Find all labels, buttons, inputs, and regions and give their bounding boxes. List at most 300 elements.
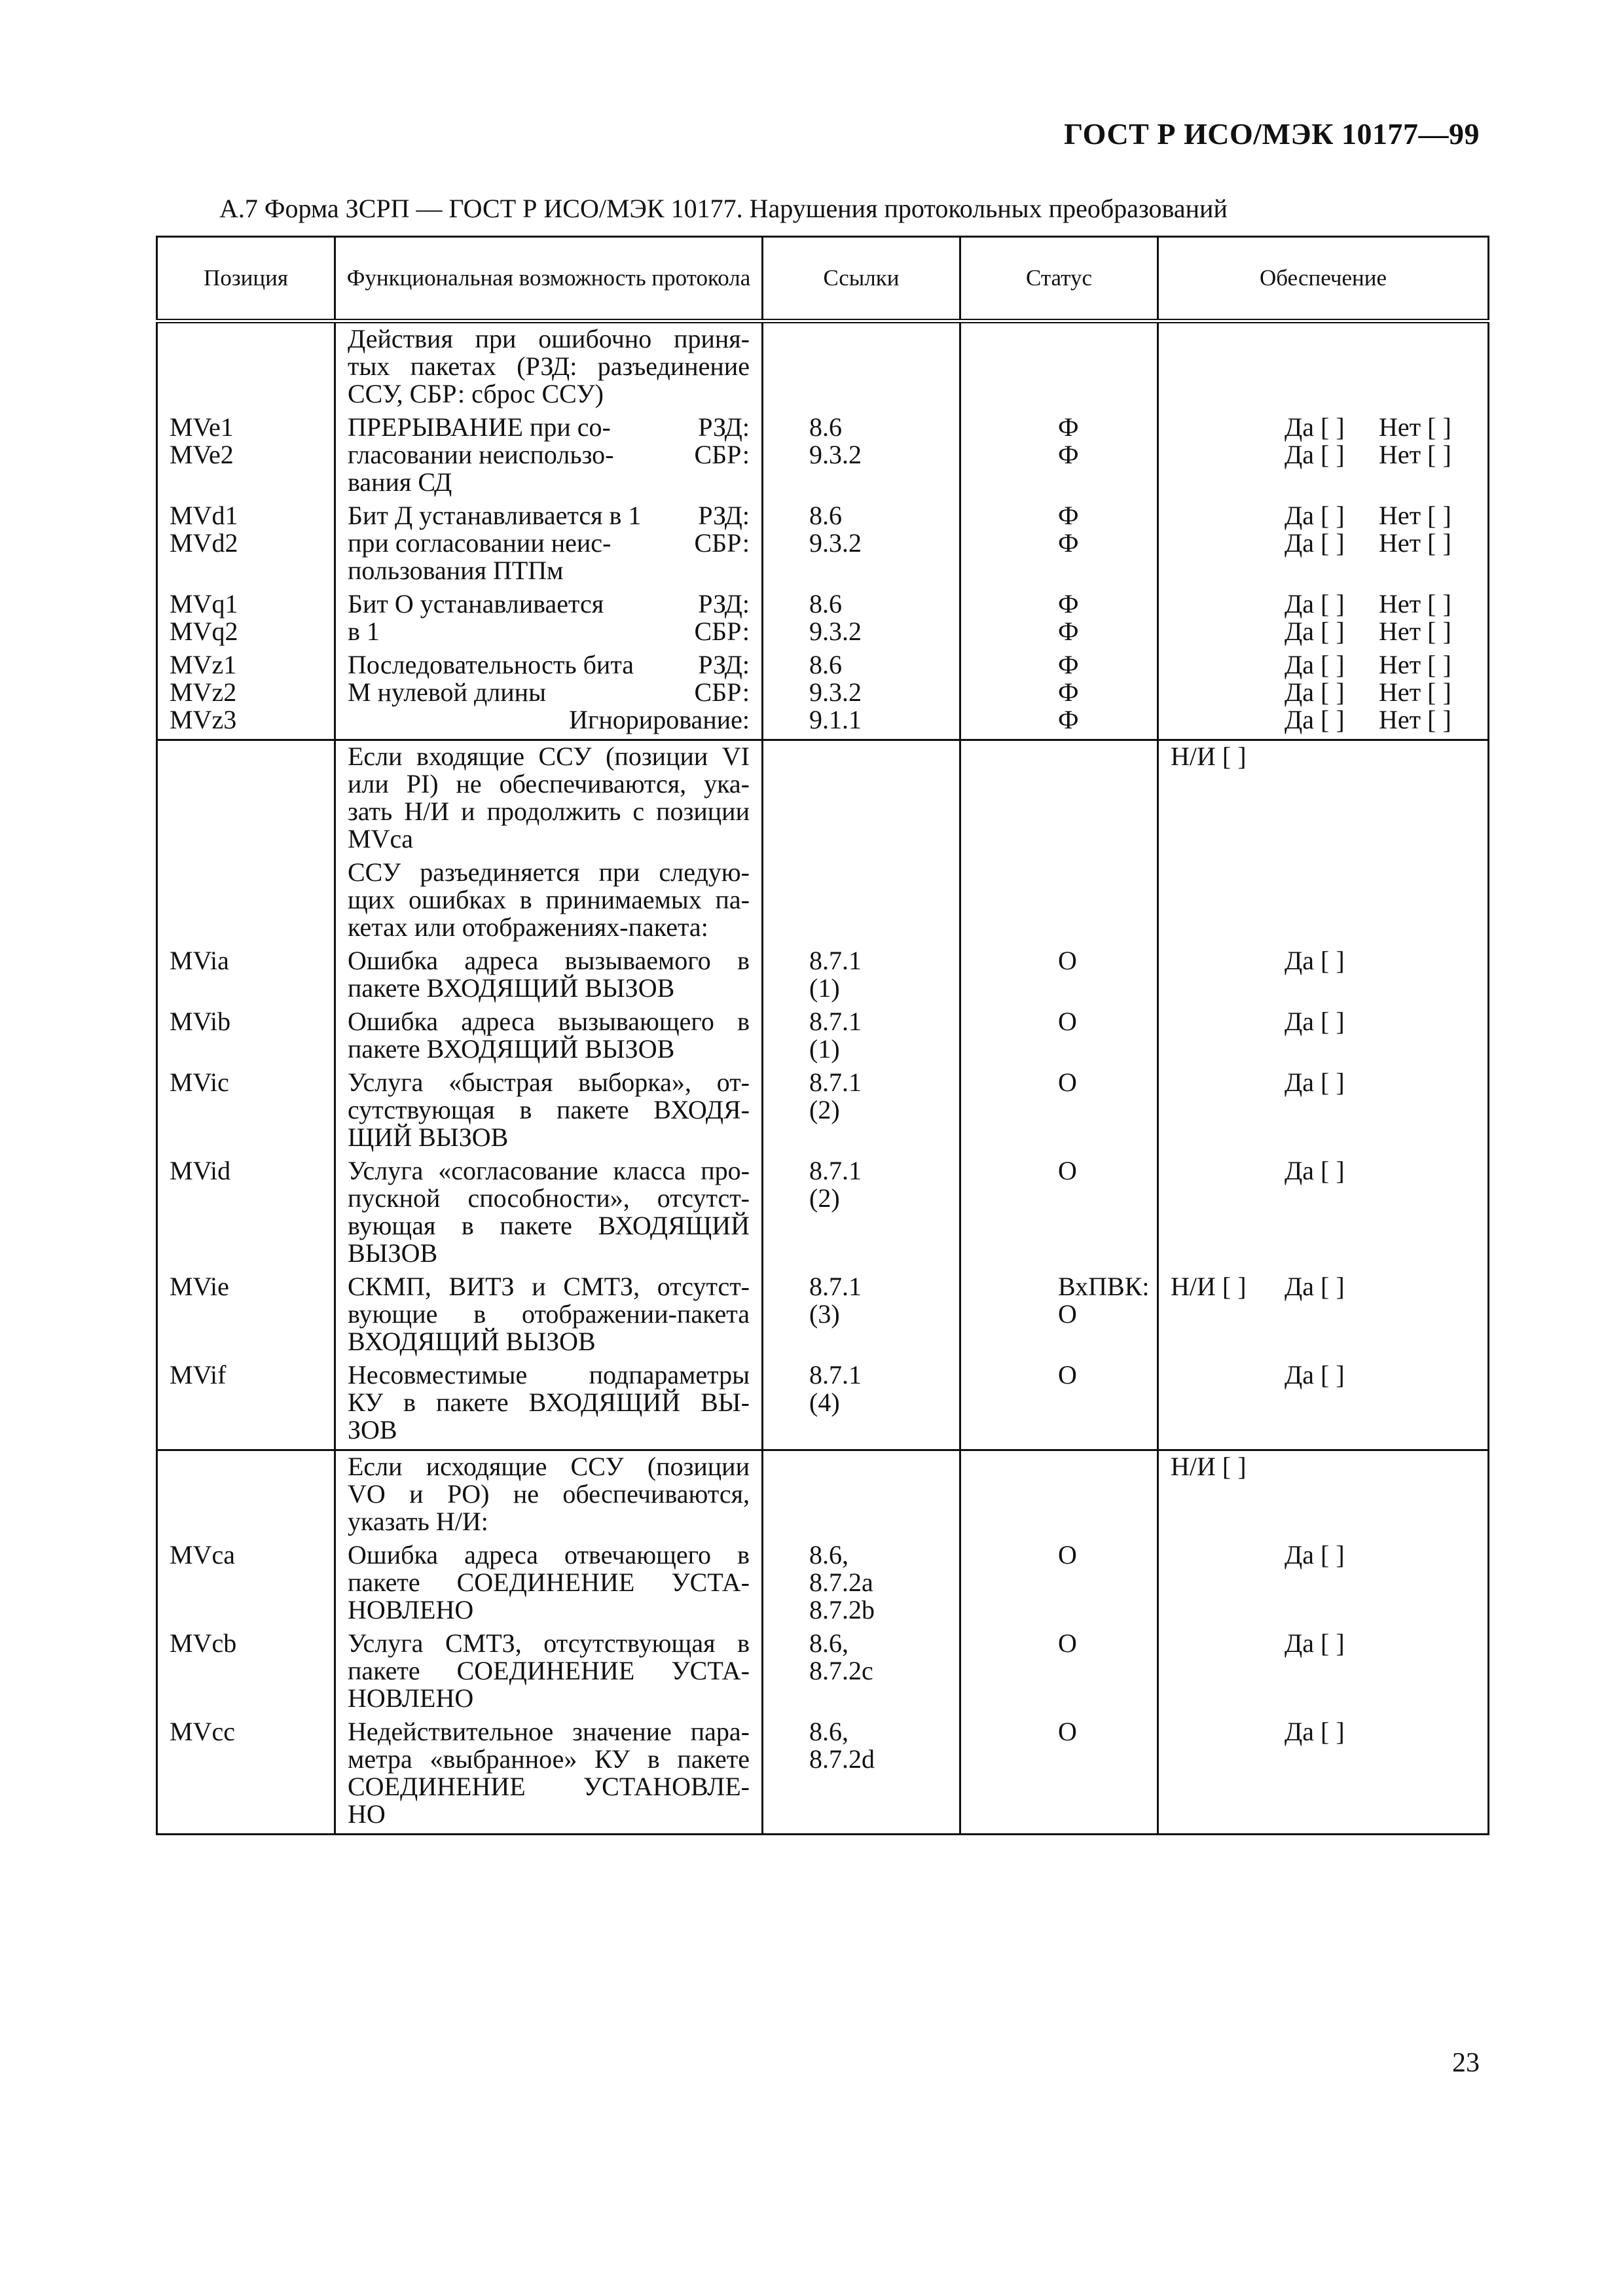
reference: 9.3.2 (809, 528, 862, 558)
reference: 8.6, (809, 1628, 848, 1658)
support-line (1171, 706, 1476, 734)
action-tag: СБР: (694, 528, 750, 558)
pics-proforma-table (156, 236, 1489, 1835)
item-id: MVia (170, 946, 229, 975)
capability-text: Бит О устанавливается (348, 589, 604, 619)
capability-text-line: Ошибка адреса отвечающего в (348, 1540, 750, 1570)
reference: 8.6, (809, 1717, 848, 1746)
reference: 8.6, (809, 1540, 848, 1570)
table-row (157, 588, 1489, 649)
reference: 8.6 (809, 589, 842, 619)
status-value: О (1058, 1360, 1077, 1390)
support-cell (1158, 500, 1489, 588)
item-id: MVcc (170, 1717, 235, 1746)
status-value: О (1058, 1299, 1077, 1329)
reference: 9.3.2 (809, 677, 862, 707)
action-tag: РЗД: (698, 589, 750, 619)
col-header-status: Статус (960, 237, 1158, 321)
references-cell (763, 1006, 960, 1067)
support-cell (1158, 588, 1489, 649)
item-id: MVif (170, 1360, 227, 1390)
item-cell (157, 945, 335, 1006)
status-cell (960, 500, 1158, 588)
item-cell (157, 740, 335, 857)
reference: 9.3.2 (809, 617, 862, 646)
capability-line (348, 469, 750, 496)
empty-cell (960, 740, 1158, 857)
capability-line (348, 557, 750, 584)
item-cell (157, 1006, 335, 1067)
support-line (1171, 1361, 1476, 1389)
item-cell (157, 588, 335, 649)
table-row (157, 649, 1489, 740)
capability-text-line: Действия при ошибочно приня- (348, 324, 750, 353)
capability-text-line: Услуга «быстрая выборка», от- (348, 1067, 750, 1097)
item-id: MVd1 (170, 501, 238, 530)
capability-text-line: щих ошибках в принимаемых па- (348, 885, 750, 914)
support-line (1171, 529, 1476, 557)
status-cell (960, 412, 1158, 500)
reference: 8.7.2d (809, 1744, 875, 1774)
support-cell (1158, 1155, 1489, 1271)
support-line (1171, 1273, 1476, 1300)
status-value: Ф (1058, 501, 1079, 530)
support-line (1171, 1541, 1476, 1569)
status-value: Ф (1058, 528, 1079, 558)
support-yes: Да [ ] (1285, 705, 1345, 734)
support-na: Н/И [ ] (1171, 1272, 1247, 1301)
capability-text-line: пакете ВХОДЯЩИЙ ВЫЗОВ (348, 1034, 675, 1064)
document-header: ГОСТ Р ИСО/МЭК 10177—99 (1064, 117, 1480, 151)
reference: (2) (809, 1095, 840, 1124)
table-title: А.7 Форма ЗСРП — ГОСТ Р ИСО/МЭК 10177. Нарушения протокольных преобразований (219, 194, 1228, 223)
references-cell (763, 412, 960, 500)
table-row (157, 857, 1489, 945)
support-line (1171, 1069, 1476, 1096)
support-no: Нет [ ] (1379, 589, 1451, 619)
item-id: MVe2 (170, 440, 234, 469)
capability-line (348, 590, 750, 618)
capability-text: вания СД (348, 467, 452, 497)
item-cell (157, 1359, 335, 1450)
support-yes: Да [ ] (1285, 528, 1345, 558)
capability-cell (335, 1359, 763, 1450)
capability-text: при согласовании неис- (348, 528, 611, 558)
capability-text-line: MVca (348, 824, 413, 853)
table-row (157, 1539, 1489, 1628)
status-value: Ф (1058, 589, 1079, 619)
item-id: MVq1 (170, 589, 238, 619)
support-yes: Да [ ] (1285, 1067, 1345, 1097)
support-cell (1158, 649, 1489, 740)
capability-cell (335, 1539, 763, 1628)
empty-cell (763, 740, 960, 857)
spacer (1171, 947, 1285, 975)
status-value: О (1058, 1628, 1077, 1658)
support-line (1171, 947, 1476, 975)
reference: 8.7.1 (809, 1360, 862, 1390)
table-header-row (157, 237, 1489, 321)
capability-text-line: Ошибка адреса вызываемого в (348, 946, 750, 975)
support-line (1171, 414, 1476, 441)
empty-cell (763, 321, 960, 412)
support-cell (1158, 1450, 1489, 1540)
reference: (1) (809, 973, 840, 1003)
status-cell (960, 1271, 1158, 1359)
status-value: ВхПВК: (1058, 1272, 1150, 1301)
status-value: Ф (1058, 650, 1079, 679)
capability-text-line: указать Н/И: (348, 1507, 488, 1536)
reference: (2) (809, 1183, 840, 1213)
capability-text-line: КУ в пакете ВХОДЯЩИЙ ВЫ- (348, 1388, 750, 1417)
status-value: Ф (1058, 617, 1079, 646)
status-cell (960, 1067, 1158, 1155)
item-cell (157, 1155, 335, 1271)
col-header-capability: Функциональная возможность протокола (335, 237, 763, 321)
spacer (1171, 590, 1285, 618)
support-no: Нет [ ] (1379, 528, 1451, 558)
support-cell (1158, 740, 1489, 857)
capability-text-line: Ошибка адреса вызывающего в (348, 1007, 750, 1036)
support-yes: Да [ ] (1285, 650, 1345, 679)
reference: 9.1.1 (809, 705, 862, 734)
capability-text-line: зать Н/И и продолжить с позиции (348, 797, 750, 826)
support-line (1171, 590, 1476, 618)
support-no: Нет [ ] (1379, 650, 1451, 679)
capability-text-line: сутствующая в пакете ВХОДЯ- (348, 1095, 750, 1124)
capability-text-line: Несовместимые подпараметры (348, 1360, 750, 1390)
spacer (1171, 1361, 1285, 1389)
support-cell (1158, 1271, 1489, 1359)
support-yes: Да [ ] (1285, 1360, 1345, 1390)
action-tag: СБР: (694, 617, 750, 646)
capability-text-line: пускной способности», отсутст- (348, 1183, 750, 1213)
reference: 8.7.2a (809, 1568, 873, 1597)
capability-text: Последовательность бита (348, 650, 634, 679)
support-line (1171, 441, 1476, 469)
spacer (1171, 414, 1285, 441)
reference: 8.6 (809, 412, 842, 442)
capability-text-line: метра «выбранное» КУ в пакете (348, 1744, 750, 1774)
table-row (157, 740, 1489, 857)
action-tag: Игнорирование: (569, 705, 750, 734)
support-line (1171, 651, 1476, 679)
table-row (157, 1271, 1489, 1359)
action-tag: РЗД: (698, 650, 750, 679)
status-value: Ф (1058, 705, 1079, 734)
table-row (157, 500, 1489, 588)
support-cell (1158, 412, 1489, 500)
status-cell (960, 588, 1158, 649)
support-line (1171, 1630, 1476, 1657)
capability-text-line: ССУ, СБР: сброс ССУ) (348, 379, 604, 408)
status-value: Ф (1058, 412, 1079, 442)
support-cell (1158, 1539, 1489, 1628)
capability-cell (335, 588, 763, 649)
capability-text-line: НОВЛЕНО (348, 1683, 474, 1713)
spacer (1171, 441, 1285, 469)
references-cell (763, 500, 960, 588)
capability-text-line: ВХОДЯЩИЙ ВЫЗОВ (348, 1327, 596, 1356)
capability-text-line: Услуга «согласование класса про- (348, 1156, 750, 1185)
empty-cell (763, 857, 960, 945)
support-no: Нет [ ] (1379, 440, 1451, 469)
capability-cell (335, 1716, 763, 1835)
spacer (1171, 651, 1285, 679)
references-cell (763, 1271, 960, 1359)
table-row (157, 945, 1489, 1006)
empty-cell (763, 1450, 960, 1540)
capability-text-line: Недействительное значение пара- (348, 1717, 750, 1746)
capability-text-line: вующая в пакете ВХОДЯЩИЙ (348, 1211, 750, 1240)
capability-line (348, 651, 750, 679)
status-value: О (1058, 1156, 1077, 1185)
table-row (157, 1450, 1489, 1540)
item-id: MVe1 (170, 412, 234, 442)
capability-text: Бит Д устанавливается в 1 (348, 501, 642, 530)
capability-text-line: ЗОВ (348, 1415, 397, 1444)
support-line (1171, 1157, 1476, 1185)
references-cell (763, 1539, 960, 1628)
capability-line (348, 441, 750, 469)
capability-text-line: пакете СОЕДИНЕНИЕ УСТА- (348, 1568, 750, 1597)
capability-cell (335, 740, 763, 857)
item-cell (157, 321, 335, 412)
spacer (1171, 502, 1285, 529)
spacer (1171, 1718, 1285, 1746)
capability-text-line: Услуга СМТЗ, отсутствующая в (348, 1628, 750, 1658)
reference: 8.6 (809, 501, 842, 530)
spacer (1171, 1069, 1285, 1096)
table-row (157, 1716, 1489, 1835)
capability-text: в 1 (348, 617, 380, 646)
reference: 8.7.1 (809, 1007, 862, 1036)
capability-text-line: СКМП, ВИТЗ и СМТЗ, отсутст- (348, 1272, 750, 1301)
support-yes: Да [ ] (1285, 1272, 1345, 1301)
capability-line (348, 618, 750, 645)
support-line (1171, 1008, 1476, 1035)
item-id: MVca (170, 1540, 235, 1570)
capability-cell (335, 500, 763, 588)
reference: 8.7.2c (809, 1656, 873, 1685)
status-cell (960, 945, 1158, 1006)
capability-text-line: вующие в отображении-пакета (348, 1299, 750, 1329)
support-na: Н/И [ ] (1171, 742, 1247, 771)
support-yes: Да [ ] (1285, 1156, 1345, 1185)
spacer (1171, 1008, 1285, 1035)
item-id: MVz3 (170, 705, 237, 734)
capability-text-line: или PI) не обеспечиваются, ука- (348, 769, 750, 798)
spacer (1171, 1541, 1285, 1569)
capability-cell (335, 649, 763, 740)
status-cell (960, 1155, 1158, 1271)
capability-text-line: ССУ разъединяется при следую- (348, 857, 750, 887)
reference: 8.6 (809, 650, 842, 679)
capability-cell (335, 321, 763, 412)
capability-text-line: VO и PO) не обеспечиваются, (348, 1479, 750, 1509)
reference: 8.7.1 (809, 1272, 862, 1301)
support-cell (1158, 1628, 1489, 1716)
item-id: MVic (170, 1067, 229, 1097)
empty-cell (960, 1450, 1158, 1540)
references-cell (763, 588, 960, 649)
support-yes: Да [ ] (1285, 946, 1345, 975)
capability-line (348, 706, 750, 734)
capability-text: пользования ПТПм (348, 556, 564, 585)
item-id: MVid (170, 1156, 231, 1185)
table-row (157, 321, 1489, 412)
capability-cell (335, 1628, 763, 1716)
support-yes: Да [ ] (1285, 1628, 1345, 1658)
table-row (157, 1155, 1489, 1271)
support-yes: Да [ ] (1285, 501, 1345, 530)
capability-line (348, 414, 750, 441)
spacer (1171, 706, 1285, 734)
support-cell (1158, 1067, 1489, 1155)
status-cell (960, 1539, 1158, 1628)
table-row (157, 1006, 1489, 1067)
capability-text-line: НО (348, 1799, 386, 1829)
reference: (3) (809, 1299, 840, 1329)
item-cell (157, 857, 335, 945)
references-cell (763, 945, 960, 1006)
support-cell (1158, 945, 1489, 1006)
capability-text-line: ЩИЙ ВЫЗОВ (348, 1122, 509, 1152)
reference: 8.7.1 (809, 1156, 862, 1185)
capability-text-line: НОВЛЕНО (348, 1595, 474, 1624)
item-id: MVz1 (170, 650, 237, 679)
capability-text-line: ВЫЗОВ (348, 1238, 438, 1268)
col-header-references: Ссылки (763, 237, 960, 321)
item-cell (157, 1450, 335, 1540)
item-cell (157, 1539, 335, 1628)
references-cell (763, 649, 960, 740)
capability-cell (335, 1271, 763, 1359)
capability-cell (335, 945, 763, 1006)
spacer (1171, 529, 1285, 557)
empty-cell (960, 321, 1158, 412)
reference: (4) (809, 1388, 840, 1417)
item-id: MVcb (170, 1628, 237, 1658)
capability-text: ПРЕРЫВАНИЕ при со- (348, 412, 611, 442)
support-line (1171, 502, 1476, 529)
capability-text-line: Если исходящие ССУ (позиции (348, 1452, 750, 1481)
references-cell (763, 1155, 960, 1271)
capability-cell (335, 857, 763, 945)
item-cell (157, 1067, 335, 1155)
spacer (1171, 1630, 1285, 1657)
capability-text: гласовании неиспользо- (348, 440, 614, 469)
action-tag: РЗД: (698, 501, 750, 530)
references-cell (763, 1067, 960, 1155)
support-no: Нет [ ] (1379, 412, 1451, 442)
table-row (157, 1067, 1489, 1155)
capability-line (348, 502, 750, 529)
capability-cell (335, 1450, 763, 1540)
item-id: MVie (170, 1272, 229, 1301)
item-cell (157, 1628, 335, 1716)
support-line (1171, 618, 1476, 645)
page-number: 23 (1452, 2048, 1480, 2078)
references-cell (763, 1628, 960, 1716)
support-no: Нет [ ] (1379, 705, 1451, 734)
action-tag: СБР: (694, 440, 750, 469)
status-value: Ф (1058, 440, 1079, 469)
support-cell (1158, 1716, 1489, 1835)
item-id: MVz2 (170, 677, 237, 707)
support-yes: Да [ ] (1285, 440, 1345, 469)
item-id: MVd2 (170, 528, 238, 558)
capability-line (348, 679, 750, 706)
action-tag: РЗД: (698, 412, 750, 442)
status-cell (960, 1006, 1158, 1067)
references-cell (763, 1716, 960, 1835)
support-yes: Да [ ] (1285, 1717, 1345, 1746)
reference: (1) (809, 1034, 840, 1064)
status-value: О (1058, 946, 1077, 975)
support-yes: Да [ ] (1285, 412, 1345, 442)
support-cell (1158, 1006, 1489, 1067)
capability-text-line: тых пакетах (РЗД: разъединение (348, 351, 750, 381)
col-header-support: Обеспечение (1158, 237, 1489, 321)
support-yes: Да [ ] (1285, 1540, 1345, 1570)
spacer (1171, 618, 1285, 645)
status-value: О (1058, 1540, 1077, 1570)
table-row (157, 412, 1489, 500)
table-row (157, 1359, 1489, 1450)
support-yes: Да [ ] (1285, 589, 1345, 619)
support-yes: Да [ ] (1285, 677, 1345, 707)
item-cell (157, 1271, 335, 1359)
support-line (1171, 1718, 1476, 1746)
empty-cell (1158, 857, 1489, 945)
item-cell (157, 412, 335, 500)
spacer (1171, 679, 1285, 706)
table-row (157, 1628, 1489, 1716)
reference: 9.3.2 (809, 440, 862, 469)
support-yes: Да [ ] (1285, 1007, 1345, 1036)
item-cell (157, 649, 335, 740)
capability-text-line: Если входящие ССУ (позиции VI (348, 742, 750, 771)
support-no: Нет [ ] (1379, 617, 1451, 646)
support-na: Н/И [ ] (1171, 1452, 1247, 1481)
item-cell (157, 500, 335, 588)
reference: 8.7.1 (809, 1067, 862, 1097)
capability-cell (335, 1067, 763, 1155)
status-cell (960, 1628, 1158, 1716)
capability-cell (335, 1006, 763, 1067)
spacer (1171, 1157, 1285, 1185)
col-header-item: Позиция (157, 237, 335, 321)
support-no: Нет [ ] (1379, 677, 1451, 707)
item-cell (157, 1716, 335, 1835)
reference: 8.7.2b (809, 1595, 875, 1624)
status-cell (960, 649, 1158, 740)
status-value: Ф (1058, 677, 1079, 707)
item-id: MVib (170, 1007, 231, 1036)
action-tag: СБР: (694, 677, 750, 707)
capability-text-line: пакете СОЕДИНЕНИЕ УСТА- (348, 1656, 750, 1685)
capability-text-line: кетах или отображениях-пакета: (348, 912, 708, 942)
capability-text-line: пакете ВХОДЯЩИЙ ВЫЗОВ (348, 973, 675, 1003)
capability-text: М нулевой длины (348, 677, 546, 707)
support-yes: Да [ ] (1285, 617, 1345, 646)
item-id: MVq2 (170, 617, 238, 646)
status-cell (960, 1716, 1158, 1835)
capability-line (348, 529, 750, 557)
empty-cell (960, 857, 1158, 945)
support-line (1171, 679, 1476, 706)
